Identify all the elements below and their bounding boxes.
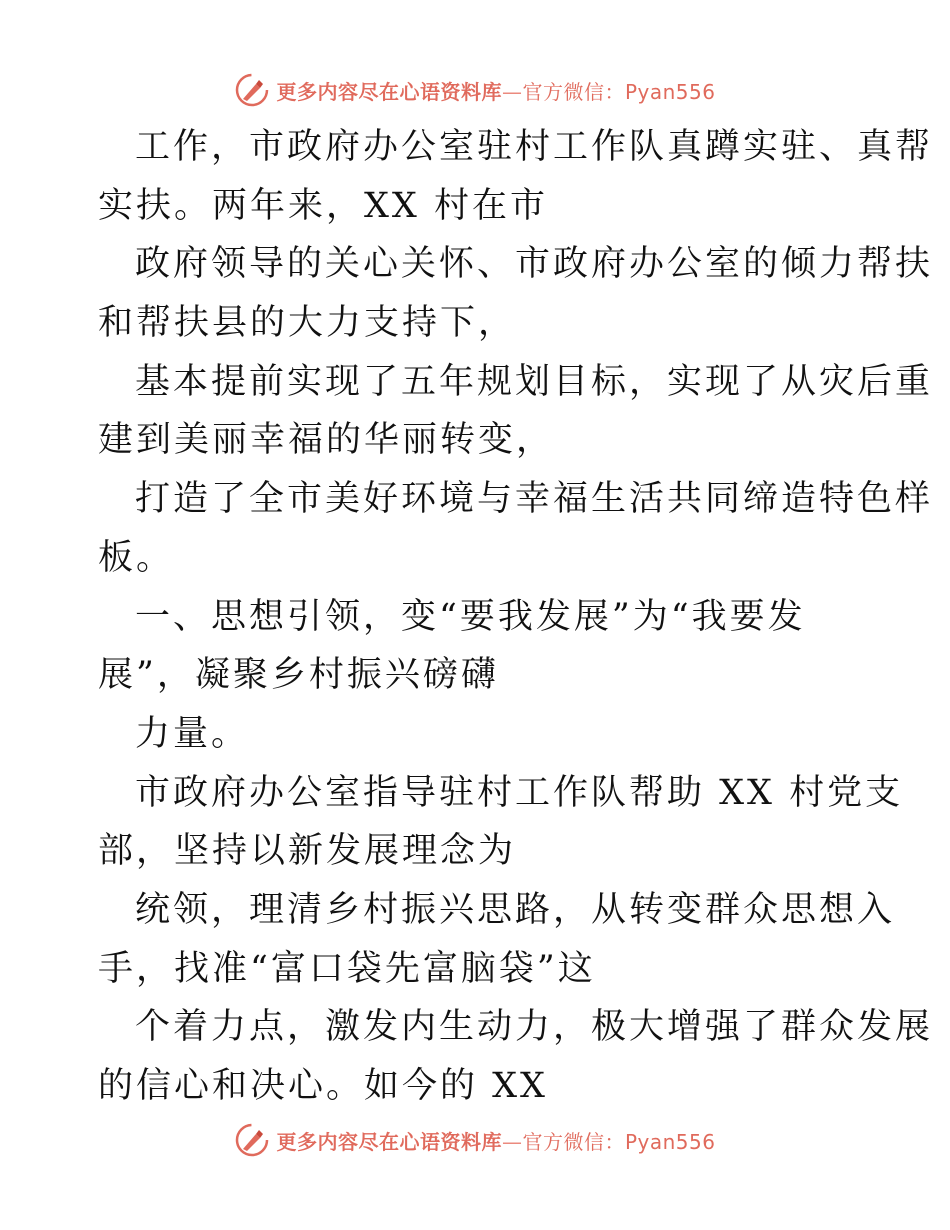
text-line: 市政府办公室指导驻村工作队帮助 XX 村党支	[135, 772, 904, 813]
text-line: 部，坚持以新发展理念为	[98, 831, 517, 872]
text-line: 板。	[98, 537, 175, 578]
watermark-wechat: 官方微信：Pyan556	[522, 79, 716, 104]
text-line: 展”，凝聚乡村振兴磅礴	[98, 655, 499, 696]
watermark-brand: 更多内容尽在心语资料库	[276, 1129, 502, 1154]
watermark-text	[276, 1126, 715, 1155]
text-line: 建到美丽幸福的华丽转变，	[98, 420, 555, 461]
pen-logo-icon	[234, 1122, 270, 1158]
text-line: 和帮扶县的大力支持下，	[98, 303, 517, 344]
text-line: 基本提前实现了五年规划目标，实现了从灾后重	[135, 361, 934, 402]
text-line: 一、思想引领，变“要我发展”为“我要发	[135, 596, 806, 637]
text-line: 手，找准“富口袋先富脑袋”这	[98, 948, 596, 989]
text-line: 政府领导的关心关怀、市政府办公室的倾力帮扶	[135, 244, 934, 285]
text-line: 的信心和决心。如今的 XX	[98, 1066, 548, 1106]
text-line: 工作，市政府办公室驻村工作队真蹲实驻、真帮	[135, 127, 934, 167]
watermark-separator: —	[501, 1129, 523, 1154]
text-line: 实扶。两年来，XX 村在市	[98, 185, 548, 226]
text-line: 个着力点，激发内生动力，极大增强了群众发展	[135, 1007, 934, 1048]
watermark-wechat: 官方微信：Pyan556	[522, 1129, 716, 1154]
text-line: 力量。	[135, 713, 250, 754]
watermark-text	[276, 76, 715, 105]
watermark-separator: —	[501, 79, 523, 104]
header-watermark	[0, 70, 950, 110]
text-line: 打造了全市美好环境与幸福生活共同缔造特色样	[135, 479, 934, 520]
watermark-brand: 更多内容尽在心语资料库	[276, 79, 502, 104]
document-body	[98, 118, 934, 1116]
pen-logo-icon	[234, 72, 270, 108]
text-line: 统领，理清乡村振兴思路，从转变群众思想入	[135, 889, 896, 930]
footer-watermark	[0, 1120, 950, 1160]
